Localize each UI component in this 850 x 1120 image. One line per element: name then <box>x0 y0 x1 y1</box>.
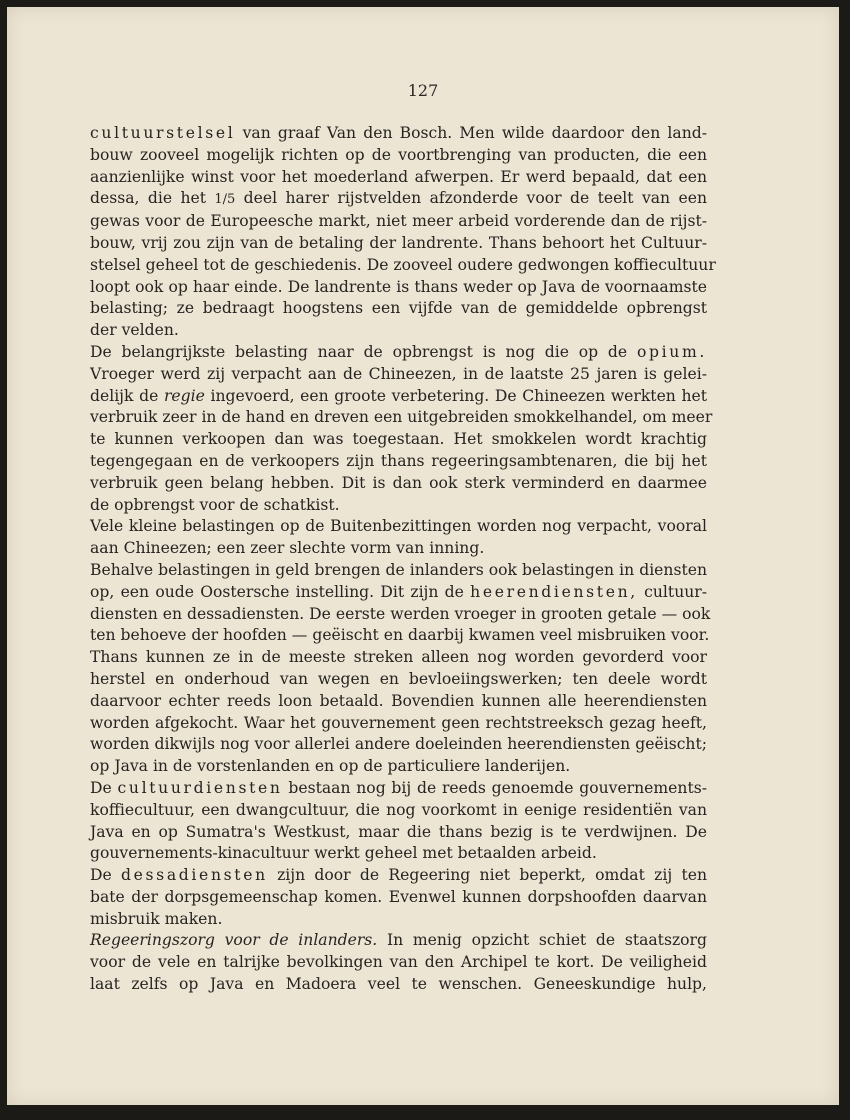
text-line <box>90 364 707 386</box>
text-run: aanzienlijke winst voor het moederland afwerpen. Er werd bepaald, dat een <box>90 167 707 186</box>
spaced-emphasis: cultuurdiensten <box>117 778 283 797</box>
text-run: verbruik zeer in de hand en dreven een uitgebreiden smokkelhandel, om meer <box>90 408 713 427</box>
text-run: Java en op Sumatra's Westkust, maar die thans bezig is te verdwijnen. De <box>90 822 707 841</box>
text-run: bouw zooveel mogelijk richten op de voortbrenging van producten, die een <box>90 145 707 164</box>
text-run: deel harer rijstvelden afzonderde voor de teelt van een <box>235 189 707 208</box>
text-run: stelsel geheel tot de geschiedenis. De zooveel oudere gedwongen koffiecultuur <box>90 255 716 274</box>
text-line <box>90 255 716 277</box>
text-line <box>90 691 707 713</box>
text-run: laat zelfs op Java en Madoera veel te wenschen. Geneeskundige hulp, <box>90 975 707 994</box>
text-line <box>90 495 707 517</box>
text-line <box>90 625 710 647</box>
text-line <box>90 473 707 495</box>
text-run: de opbrengst voor de schatkist. <box>90 495 340 514</box>
text-line <box>90 909 707 931</box>
text-run: te kunnen verkoopen dan was toegestaan. Het smokkelen wordt krachtig <box>90 430 707 449</box>
text-line <box>90 386 707 408</box>
text-line <box>90 277 707 299</box>
text-run: op Java in de vorstenlanden en op de particuliere landerijen. <box>90 757 571 776</box>
text-run: dessa, die het <box>90 189 215 208</box>
text-run: worden dikwijls nog voor allerlei andere doeleinden heerendiensten geëischt; <box>90 735 707 754</box>
text-run: misbruik maken. <box>90 909 223 928</box>
text-line <box>90 756 707 778</box>
text-line <box>90 123 707 145</box>
text-run: der velden. <box>90 321 179 340</box>
text-run: bouw, vrij zou zijn van de betaling der landrente. Thans behoort het Cultuur- <box>90 233 707 252</box>
text-run: koffiecultuur, een dwangcultuur, die nog voorkomt in eenige residentiën van <box>90 800 707 819</box>
text-line <box>90 516 707 538</box>
text-line <box>90 887 707 909</box>
text-line <box>90 211 707 233</box>
text-run: gouvernements-kinacultuur werkt geheel met betaalden arbeid. <box>90 844 597 863</box>
text-line <box>90 930 707 952</box>
text-run: belasting; ze bedraagt hoogstens een vijfde van de gemiddelde opbrengst <box>90 299 707 318</box>
spaced-emphasis: heerendiensten, <box>470 582 638 601</box>
text-line <box>90 233 707 255</box>
text-line <box>90 451 707 473</box>
text-line <box>90 145 707 167</box>
text-line <box>90 407 713 429</box>
text-line <box>90 429 707 451</box>
text-run: Vele kleine belastingen op de Buitenbezittingen worden nog verpacht, vooral <box>90 517 707 536</box>
text-run: bate der dorpsgemeenschap komen. Evenwel kunnen dorpshoofden daarvan <box>90 887 707 906</box>
text-line <box>90 342 707 364</box>
text-run: De <box>90 866 122 885</box>
text-run: De belangrijkste belasting naar de opbrengst is nog die op de <box>90 342 637 361</box>
italic-emphasis: regie <box>163 386 205 405</box>
text-line <box>90 604 711 626</box>
text-run: herstel en onderhoud van wegen en bevloeiingswerken; ten deele wordt <box>90 669 707 688</box>
spaced-emphasis: opium. <box>636 342 707 361</box>
text-run: delijk de <box>90 386 164 405</box>
text-line <box>90 167 707 189</box>
text-line <box>90 843 707 865</box>
text-run: Behalve belastingen in geld brengen de inlanders ook belastingen in diensten <box>90 560 707 579</box>
text-line <box>90 778 707 800</box>
text-line <box>90 647 707 669</box>
text-line <box>90 800 707 822</box>
spaced-emphasis: dessadiensten <box>121 866 268 885</box>
text-run: voor de vele en talrijke bevolkingen van den Archipel te kort. De veiligheid <box>90 953 707 972</box>
text-run: daarvoor echter reeds loon betaald. Bovendien kunnen alle heerendiensten <box>90 691 707 710</box>
italic-emphasis: Regeeringszorg voor de inlanders. <box>90 931 378 950</box>
text-run: verbruik geen belang hebben. Dit is dan ook sterk verminderd en daarmee <box>90 473 707 492</box>
text-run: van graaf Van den Bosch. Men wilde daardoor den land- <box>235 124 707 142</box>
fraction: 1/5 <box>214 192 236 208</box>
text-run: bestaan nog bij de reeds genoemde gouvernements- <box>282 778 707 797</box>
text-line <box>90 974 707 996</box>
page-number: 127 <box>407 81 439 100</box>
text-run: diensten en dessadiensten. De eerste werden vroeger in grooten getale — ook <box>90 604 711 623</box>
text-line <box>90 734 707 756</box>
text-run: aan Chineezen; een zeer slechte vorm van inning. <box>90 539 485 558</box>
text-line <box>90 298 707 320</box>
text-line <box>90 865 707 887</box>
text-run: ingevoerd, een groote verbetering. De Chineezen werkten het <box>204 386 708 405</box>
text-line <box>90 538 707 560</box>
book-page <box>7 7 839 1105</box>
text-run: gewas voor de Europeesche markt, niet meer arbeid vorderende dan de rijst- <box>90 212 707 231</box>
body-text <box>90 123 716 996</box>
spaced-emphasis: cultuurstelsel <box>90 124 236 142</box>
text-run: De <box>90 778 118 797</box>
text-run: Thans kunnen ze in de meeste streken alleen nog worden gevorderd voor <box>90 648 707 667</box>
text-line <box>90 188 707 211</box>
text-line <box>90 320 707 342</box>
text-run: worden afgekocht. Waar het gouvernement geen rechtstreeksch gezag heeft, <box>90 713 707 732</box>
text-line <box>90 713 707 735</box>
text-run: zijn door de Regeering niet beperkt, omdat zij ten <box>267 866 707 885</box>
text-run: op, een oude Oostersche instelling. Dit zijn de <box>90 582 471 601</box>
text-run: Vroeger werd zij verpacht aan de Chineezen, in de laatste 25 jaren is gelei- <box>90 364 707 383</box>
text-run: ten behoeve der hoofden — geëischt en daarbij kwamen veel misbruiken voor. <box>90 626 710 645</box>
text-run: tegengegaan en de verkoopers zijn thans regeeringsambtenaren, die bij het <box>90 451 707 470</box>
text-line <box>90 669 707 691</box>
text-run: In menig opzicht schiet de staatszorg <box>377 931 707 950</box>
text-line <box>90 952 707 974</box>
text-line <box>90 560 707 582</box>
text-run: loopt ook op haar einde. De landrente is thans weder op Java de voornaamste <box>90 277 707 296</box>
text-line <box>90 582 707 604</box>
text-run: cultuur- <box>637 582 707 601</box>
text-line <box>90 822 707 844</box>
